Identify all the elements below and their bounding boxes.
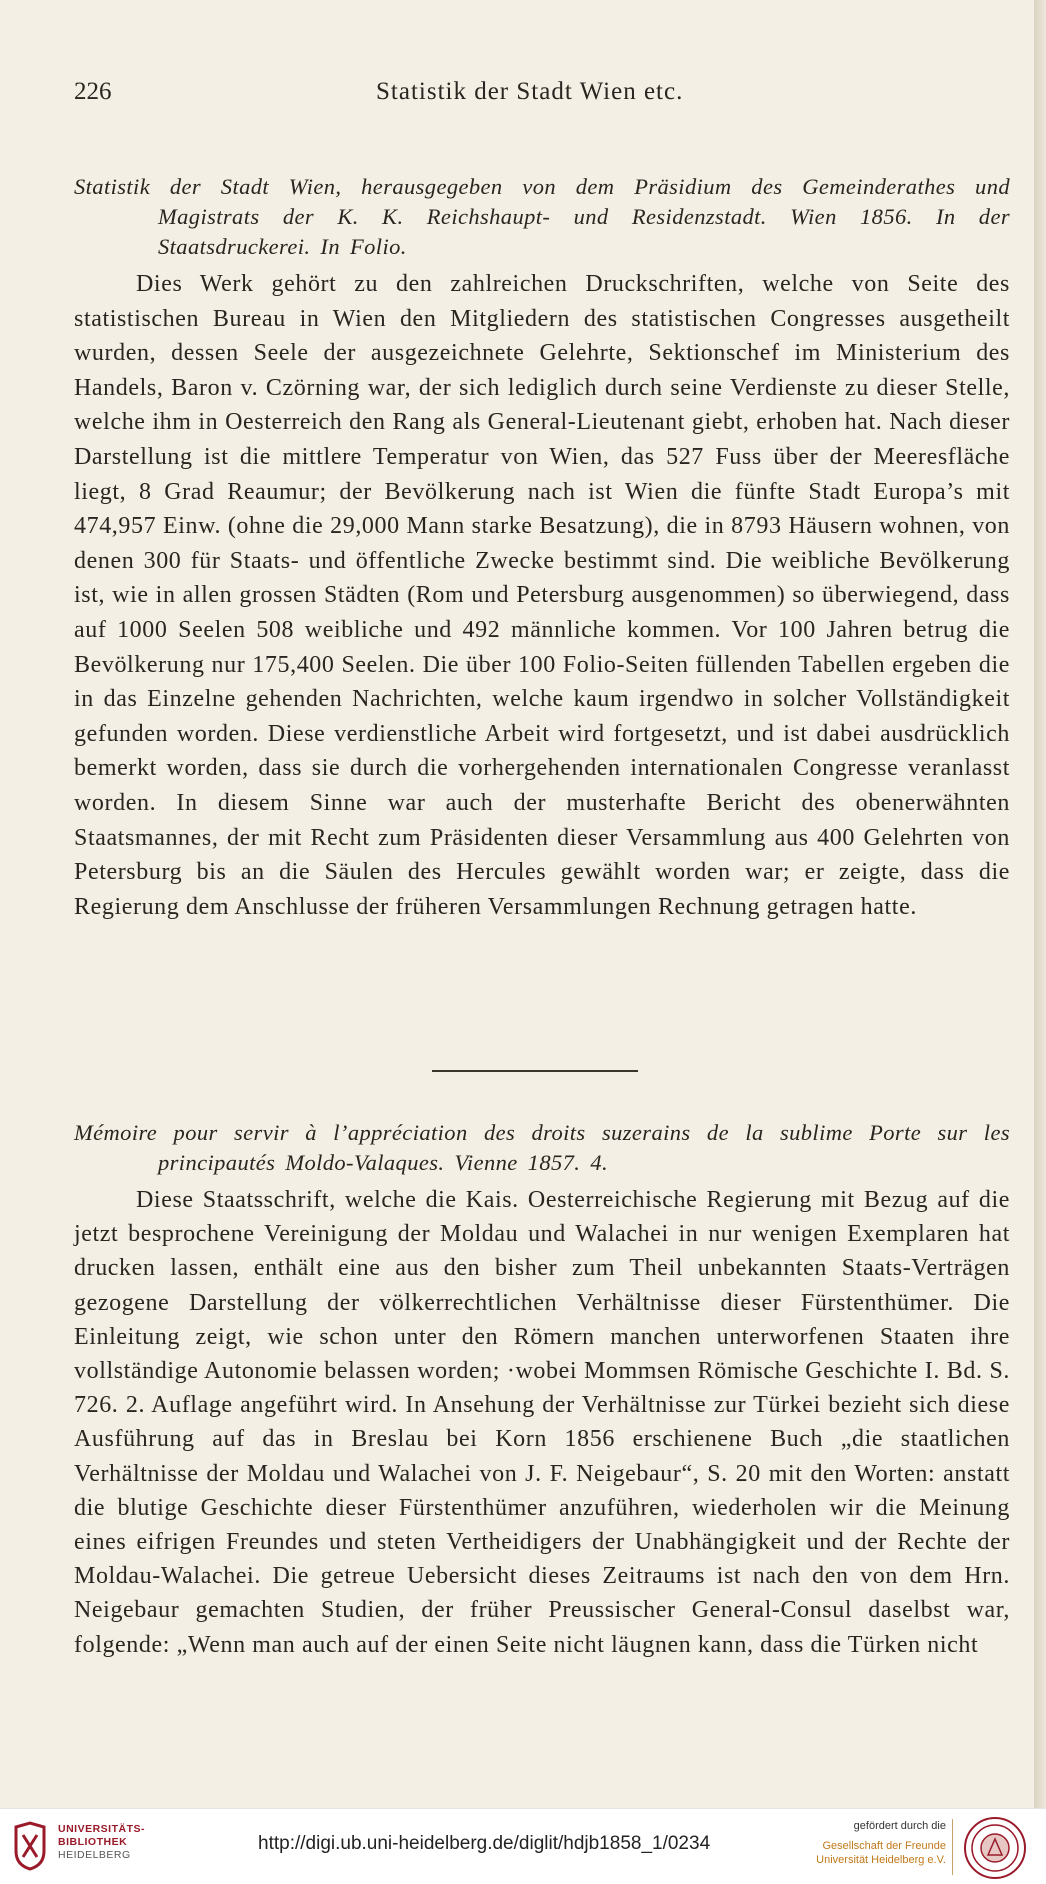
university-library-logo-icon	[10, 1821, 50, 1871]
library-name-line: BIBLIOTHEK	[58, 1836, 128, 1848]
entry-body: Dies Werk gehört zu den zahlreichen Druckschriften, welche von Seite des statistischen Bureau in Wien den Mitgliedern des statistischen Congresses ausgetheilt wurden, dessen Seele der ausgezeichnete Gelehrte, Sektionschef im Ministerium des Handels, Baron v. Czörning war, der sich lediglich durch seine Verdienste zu dieser Stelle, welche ihm in Oesterreich den Rang als General-Lieutenant giebt, erhoben hat. Nach dieser Darstellung ist die mittlere Temperatur von Wien, das 527 Fuss über der Meeresfläche liegt, 8 Grad Reaumur; der Bevölkerung nach ist Wien die fünfte Stadt Europa’s mit 474,957 Einw. (ohne die 29,000 Mann starke Besatzung), die in 8793 Häusern wohnen, von denen 300 für Staats- und öffentliche Zwecke bestimmt sind. Die weibliche Bevölkerung ist, wie in allen grossen Städten (Rom und Petersburg ausgenommen) so überwiegend, dass auf 1000 Seelen 508 weibliche und 492 männliche kommen. Vor 100 Jahren betrug die Bevölkerung nur 175,400 Seelen. Die über 100 Folio-Seiten füllenden Tabellen ergeben die in das Einzelne gehenden Nachrichten, welche kaum irgendwo in solcher Vollständigkeit gefunden worden. Diese verdienstliche Arbeit wird fortgesetzt, und ist dabei ausdrücklich bemerkt worden, dass sie durch die vorhergehenden internationalen Congresse veranlasst worden. In diesem Sinne war auch der musterhafte Bericht des obenerwähnten Staatsmannes, der mit Recht zum Präsidenten dieser Versammlung aus 400 Gelehrten von Petersburg bis an die Säulen des Hercules gewählt worden war; er zeigte, dass die Regierung dem Anschlusse der früheren Versammlungen Rechnung getragen hatte.	[74, 271, 1010, 920]
permalink-url[interactable]: http://digi.ub.uni-heidelberg.de/diglit/hdjb1858_1/0234	[258, 1833, 711, 1854]
page-number: 226	[74, 78, 112, 105]
sponsor-org-line: Gesellschaft der Freunde	[822, 1840, 946, 1852]
running-head	[74, 78, 1010, 112]
sponsor-org	[806, 1839, 946, 1867]
sponsor-label: gefördert durch die	[853, 1820, 946, 1832]
sponsor-divider	[952, 1819, 953, 1875]
document-page	[74, 0, 1010, 1808]
review-entry-statistik	[74, 172, 1010, 924]
sponsor-credit	[806, 1819, 946, 1867]
running-title: Statistik der Stadt Wien etc.	[376, 78, 684, 105]
library-name	[58, 1823, 145, 1862]
section-divider	[432, 1070, 638, 1072]
university-seal-icon	[962, 1815, 1028, 1881]
entry-body: Diese Staatsschrift, welche die Kais. Oesterreichische Regierung mit Bezug auf die jetzt besprochene Vereinigung der Moldau und Walachei in nur wenigen Exemplaren hat drucken lassen, enthält eine aus den bisher zum Theil unbekannten Staats-Verträgen gezogene Darstellung der völkerrechtlichen Verhältnisse dieser Fürstenthümer. Die Einleitung zeigt, wie schon unter den Römern manchen unterworfenen Staaten ihre vollständige Autonomie belassen worden; ·wobei Mommsen Römische Geschichte I. Bd. S. 726. 2. Auflage angeführt wird. In Ansehung der Verhältnisse zur Türkei bezieht sich diese Ausführung auf das in Breslau bei Korn 1856 erschienene Buch „die staatlichen Verhältnisse der Moldau und Walachei von J. F. Neigebaur“, S. 20 mit den Worten: anstatt die blutige Geschichte dieser Fürstenthümer anzuführen, wiederholen wir die Meinung eines eifrigen Freundes und steten Vertheidigers der Unabhängigkeit und der Rechte der Moldau-Walachei. Die getreue Uebersicht dieses Zeitraums ist nach den von dem Hrn. Neigebaur gemachten Studien, der früher Preussischer General-Consul daselbst war, folgende: „Wenn man auch auf der einen Seite nicht läugnen kann, dass die Türken nicht	[74, 1187, 1010, 1658]
review-entry-memoire	[74, 1118, 1010, 1662]
entry-citation: Statistik der Stadt Wien, herausgegeben von dem Präsidium des Gemeinderathes und Magistrats der K. K. Reichshaupt- und Residenzstadt. Wien 1856. In der Staatsdruckerei. In Folio.	[74, 174, 1010, 259]
library-name-line: UNIVERSITÄTS-	[58, 1823, 146, 1835]
entry-citation: Mémoire pour servir à l’appréciation des droits suzerains de la sublime Porte sur les principautés Moldo-Valaques. Vienne 1857. 4.	[74, 1120, 1010, 1175]
digitization-footer	[0, 1808, 1046, 1884]
sponsor-org-line: Universität Heidelberg e.V.	[816, 1854, 946, 1866]
library-name-line: HEIDELBERG	[58, 1849, 131, 1861]
page-spine-shadow	[1034, 0, 1046, 1808]
